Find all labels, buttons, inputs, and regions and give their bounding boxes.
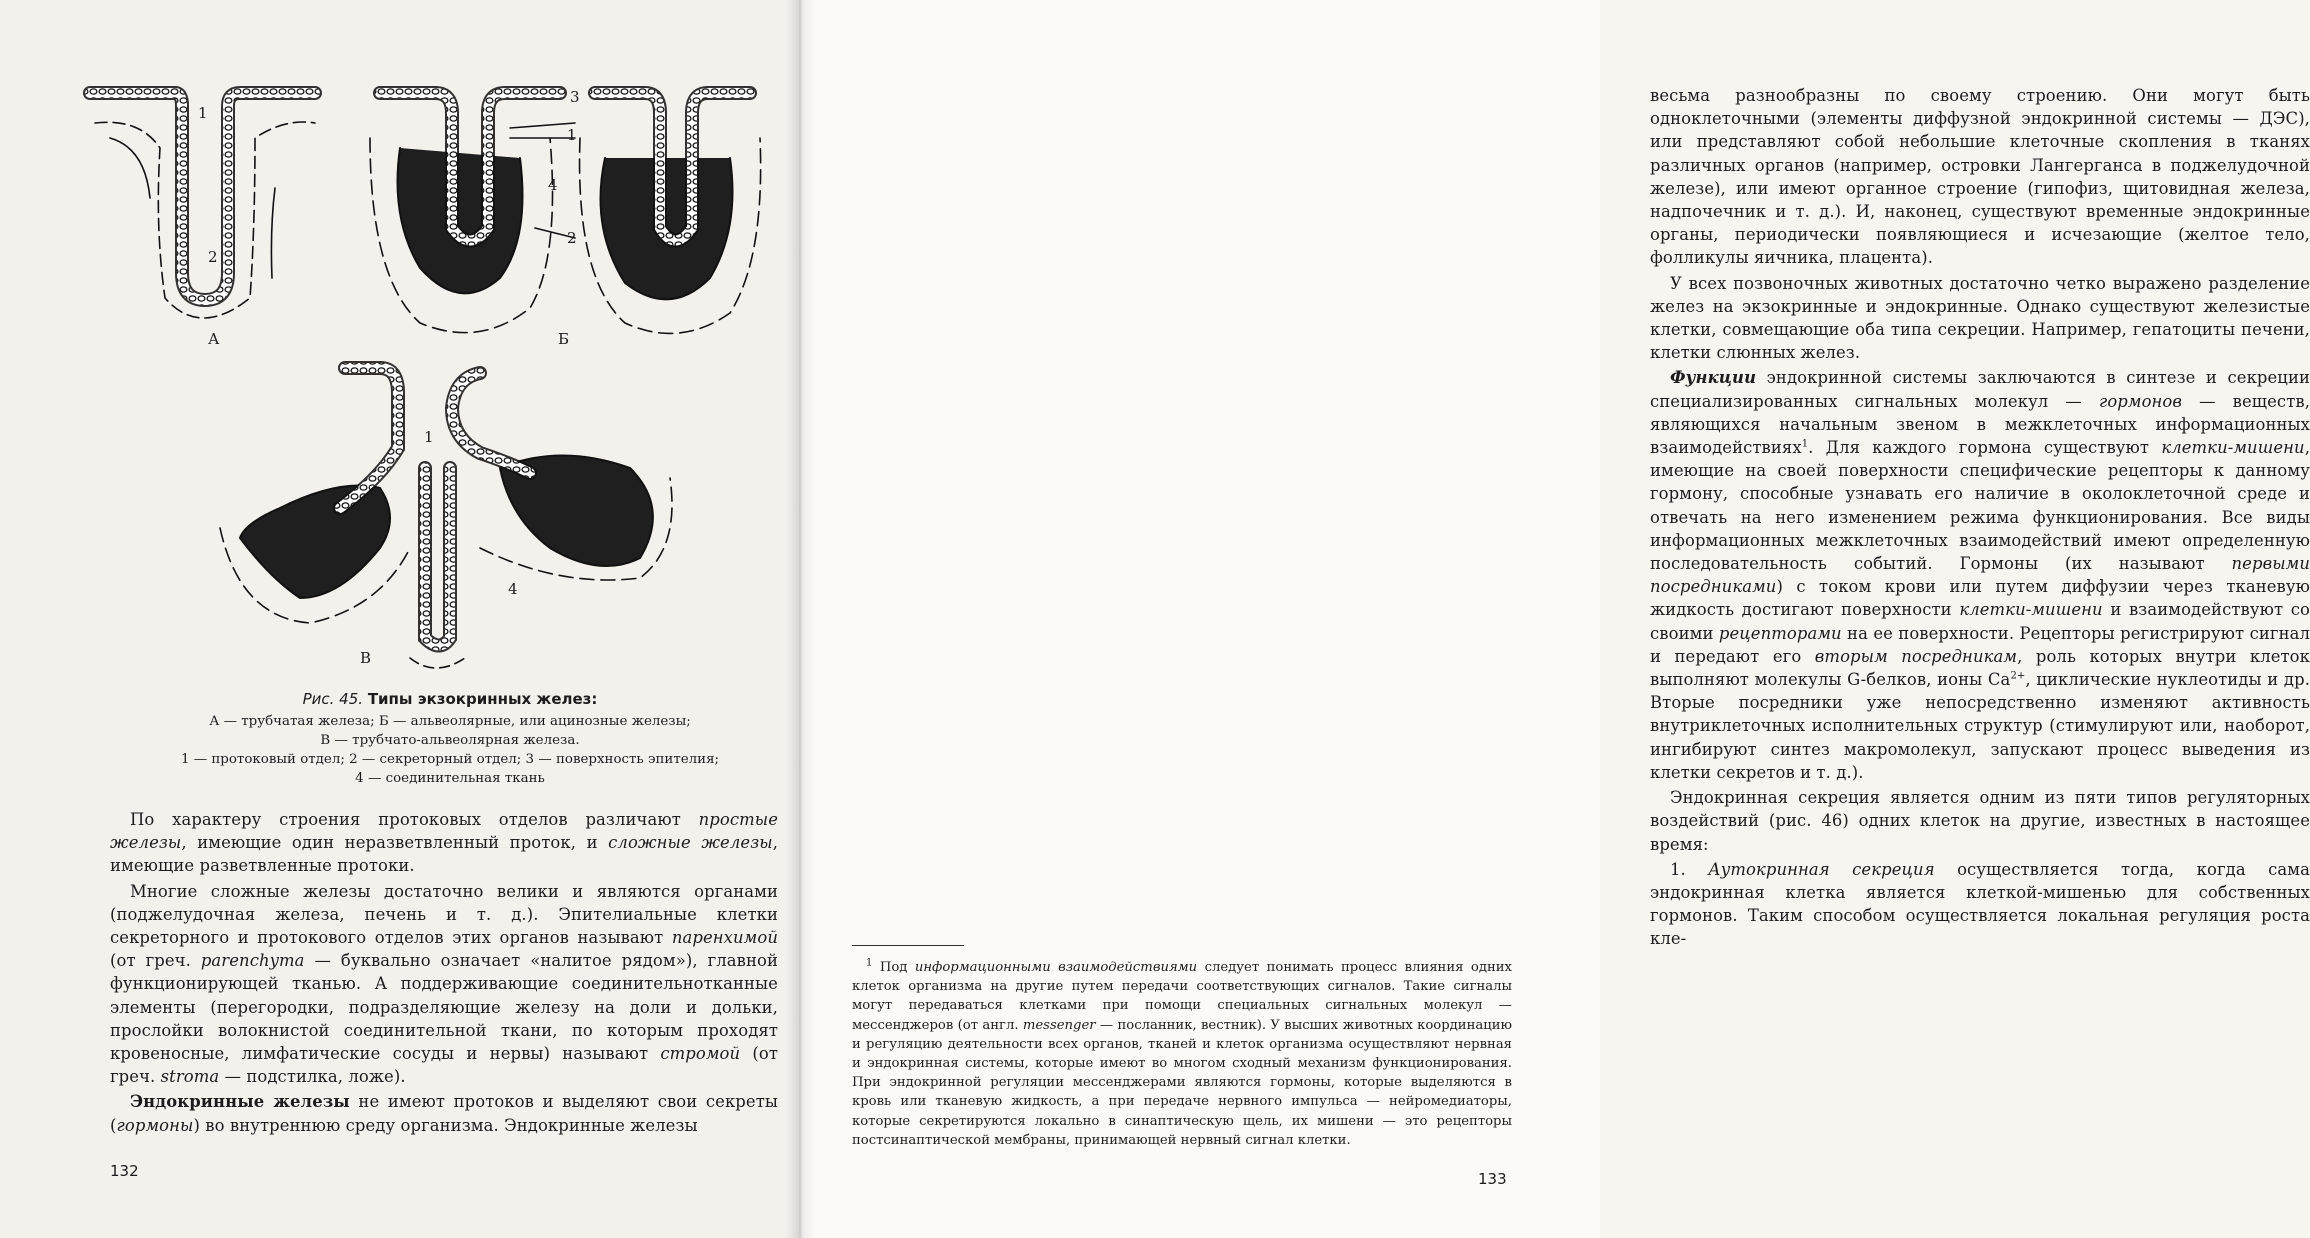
label-1-a: 1 — [198, 104, 208, 122]
left-page — [0, 0, 800, 1238]
label-3: 3 — [570, 88, 580, 106]
label-b: Б — [558, 330, 570, 348]
paragraph: Функции эндокринной системы заключаются в синтезе и секреции специализированных сигнальных молекул — гормонов — веществ, являющихся начальным звеном в межклеточных информационных взаимодействиях$^1$. Для каждого гормона существуют клетки-мишени, имеющие на своей поверхности специфические рецепторы к данному гормону, способные узнавать его наличие в околоклеточной среде и отвечать на него изменением режима функционирования. Все виды информационных межклеточных взаимодействий имеют определенную последовательность событий. Гормоны (их называют первыми посредниками) с током крови или путем диффузии через тканевую жидкость достигают поверхности клетки-мишени и взаимодействуют со своими рецепторами на ее поверхности. Рецепторы регистрируют сигнал и передают его вторым посредникам, роль которых внутри клеток выполняют молекулы G-белков, ионы $Ca^{2+}$, циклические нуклеотиды и др. Вторые посредники уже непосредственно изменяют активность внутриклеточных исполнительных структур (стимулируют или, наоборот, ингибируют синтез макромолекул, запускают процесс выведения из клетки секретов и т. д.). — [1650, 368, 2310, 782]
caption-line: 4 — соединительная ткань — [355, 771, 545, 786]
caption-line: В — трубчато-альвеолярная железа. — [320, 733, 580, 748]
label-v: В — [360, 649, 372, 667]
paragraph: весьма разнообразны по своему строению. Они могут быть одноклеточными (элементы диффузной эндокринной системы — ДЭС), или представляют собой небольшие клеточные скопления в тканях различных органов (например, островки Лангерганса в поджелудочной железе), или имеют органное строение (гипофиз, щитовидная железа, надпочечник и т. д.). И, наконец, существуют временные эндокринные органы, периодически появляющиеся и исчезающие (желтое тело, фолликулы яичника, плацента). — [1650, 86, 2310, 268]
book-gutter — [786, 0, 814, 1238]
paragraph: Многие сложные железы достаточно велики и являются органами (поджелудочная железа, печень и т. д.). Эпителиальные клетки секреторного и протокового отделов этих органов называют паренхимой (от греч. parenchyma — буквально означает «налитое рядом»), главной функционирующей тканью. А поддерживающие соединительнотканные элементы (перегородки, подразделяющие железу на доли и дольки, прослойки волокнистой соединительной ткани, по которым проходят кровеносные, лимфатические сосуды и нервы) называют стромой (от греч. stroma — подстилка, ложе). — [110, 881, 779, 1087]
footnote-rule — [852, 945, 964, 946]
paragraph: Эндокринные железы не имеют протоков и выделяют свои секреты (гормоны) во внутреннюю среду организма. Эндокринные железы — [110, 1092, 779, 1135]
footnote-ref: 1 — [1801, 438, 1809, 450]
label-2-a: 2 — [208, 248, 218, 266]
caption-title — [130, 690, 770, 708]
caption-heading: Типы экзокринных желез: — [367, 690, 598, 708]
page-number-left: 132 — [110, 1162, 139, 1180]
left-body-text — [110, 808, 778, 1139]
caption-line: А — трубчатая железа; Б — альвеолярные, или ацинозные железы; — [209, 714, 691, 729]
label-1-v: 1 — [424, 428, 434, 446]
right-page — [800, 0, 2310, 1238]
label-a: А — [208, 330, 220, 348]
label-4-v: 4 — [508, 580, 518, 598]
right-body-text — [1650, 84, 2310, 953]
page-number-right: 133 — [1478, 1170, 1507, 1188]
gland-v-left-lobe — [240, 486, 390, 599]
label-2-b: 2 — [567, 229, 577, 247]
footnote: $^1$ Под информационными взаимодействиями следует понимать процесс влияния одних клеток организма на другие путем передачи соответствующих сигналов. Такие сигналы могут передаваться клетками при помощи специальных сигнальных молекул — мессенджеров (от англ. messenger — посланник, вестник). У высших животных координацию и регуляцию деятельности всех органов, тканей и клеток организма осуществляют нервная и эндокринная системы, которые имеют во многом сходный механизм функционирования. При эндокринной регуляции мессенджерами являются гормоны, которые выделяются в кровь или тканевую жидкость, а при передаче нервного импульса — нейромедиаторы, которые секретируются локально в синаптическую щель, их мишени — это рецепторы постсинаптической мембраны, принимающей нервный сигнал клетки. — [852, 957, 1512, 1148]
figure-drawing — [80, 78, 780, 678]
caption-prefix: Рис. 45. — [302, 690, 364, 708]
paragraph: Эндокринная секреция является одним из пяти типов регуляторных воздействий (рис. 46) одних клеток на другие, известных в настоящее время: — [1650, 788, 2310, 854]
gland-b1-alveolus — [398, 148, 523, 293]
paragraph: По характеру строения протоковых отделов различают простые железы, имеющие один неразветвленный проток, и сложные железы, имеющие разветвленные протоки. — [110, 810, 778, 876]
figure-caption — [130, 690, 770, 788]
exocrine-glands-figure — [80, 78, 780, 678]
caption-line: 1 — протоковый отдел; 2 — секреторный отдел; 3 — поверхность эпителия; — [180, 752, 720, 767]
paragraph: 1. Аутокринная секреция осуществляется тогда, когда сама эндокринная клетка является клеткой-мишенью для собственных гормонов. Таким способом осуществляется локальная регуляция роста кле- — [1650, 859, 2310, 949]
label-1-b: 1 — [567, 126, 577, 144]
paragraph: У всех позвоночных животных достаточно четко выражено разделение желез на экзокринные и эндокринные. Однако существуют железистые клетки, совмещающие оба типа секреции. Например, гепатоциты печени, клетки слюнных желез. — [1650, 273, 2310, 363]
label-4-b: 4 — [548, 176, 558, 194]
